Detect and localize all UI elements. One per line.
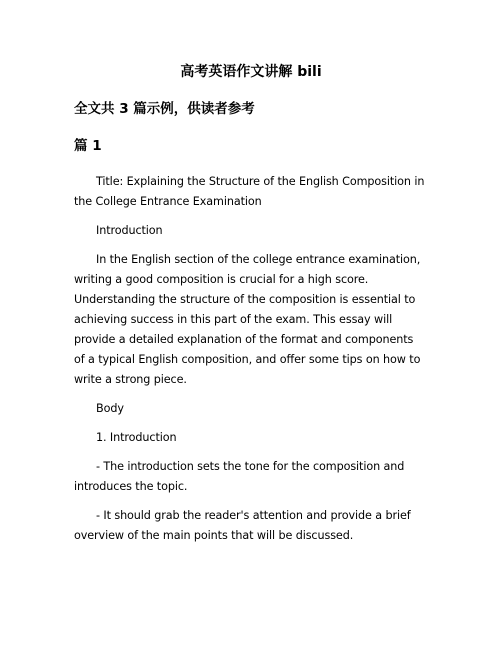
document-subtitle: 全文共 3 篇示例，供读者参考 [74,101,255,117]
introduction-paragraph: In the English section of the college entrance examination, writing a good composition is crucial for a high score. Understanding the structure of the composition is essential to achieving success in this part of the exam. This essay will provide a detailed explanation of the format and components of a typical English composition, and offer some tips on how to write a strong piece. [74,253,421,386]
essay-title-paragraph: Title: Explaining the Structure of the English Composition in the College Entrance Examination [74,175,425,208]
document-body [74,172,426,555]
section-heading: 篇 1 [74,138,102,154]
bullet-point: - The introduction sets the tone for the composition and introduces the topic. [74,460,405,493]
bullet-point: - It should grab the reader's attention and provide a brief overview of the main points that will be discussed. [74,509,411,542]
introduction-heading: Introduction [96,224,163,237]
body-heading: Body [96,402,124,415]
document-title: 高考英语作文讲解 bili [180,64,322,80]
list-item-heading: 1. Introduction [96,431,177,444]
